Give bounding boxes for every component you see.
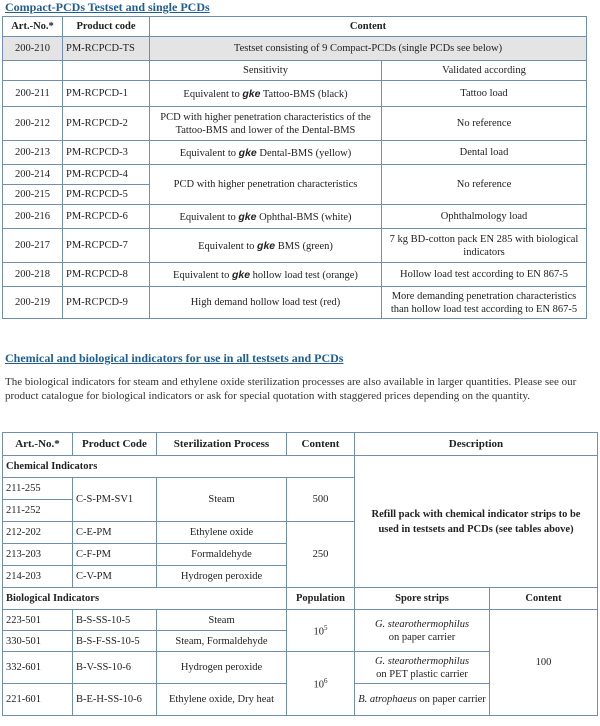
equivalent-text: Equivalent to — [179, 211, 236, 223]
section-row-chemical — [3, 456, 598, 478]
chemical-description: Refill pack with chemical indicator strips to be used in testsets and PCDs (see tables above) — [355, 456, 598, 588]
header-content: Content — [150, 17, 587, 37]
header-content: Content — [287, 433, 355, 456]
bio-content: 100 — [490, 610, 598, 716]
product-code: PM-RCPCD-TS — [63, 37, 150, 61]
product-code: PM-RCPCD-3 — [63, 141, 150, 165]
art-no: 200-215 — [3, 185, 63, 205]
reference-text: Ophthal-BMS (white) — [259, 211, 352, 223]
spore-species: G. stearothermophilus — [374, 618, 470, 630]
gke-brand: gke — [238, 210, 257, 223]
product-code: PM-RCPCD-6 — [63, 205, 150, 229]
validated: 7 kg BD-cotton pack EN 285 with biological indicators — [382, 229, 587, 263]
art-no: 200-216 — [3, 205, 63, 229]
gke-brand: gke — [242, 87, 261, 100]
equivalent-text: Equivalent to — [183, 88, 240, 100]
content-text: Testset consisting of 9 Compact-PCDs (single PCDs see below) — [150, 37, 587, 61]
equivalent-text: Equivalent to — [179, 147, 237, 159]
product-code: B-S-F-SS-10-5 — [73, 631, 157, 652]
process: Ethylene oxide — [157, 522, 287, 544]
art-no: 221-601 — [3, 684, 73, 716]
product-code: PM-RCPCD-1 — [63, 81, 150, 107]
spore-strip — [355, 652, 490, 684]
spore-carrier: on PET plastic carrier — [376, 668, 468, 680]
art-no: 200-213 — [3, 141, 63, 165]
header-bio-content: Content — [490, 588, 598, 610]
table-row — [3, 107, 587, 141]
section-heading-compact-pcds: Compact-PCDs Testset and single PCDs — [5, 0, 210, 14]
spore-carrier: on paper carrier — [419, 694, 486, 705]
population-base: 10 — [313, 626, 324, 638]
header-sterilization-process: Sterilization Process — [157, 433, 287, 456]
art-no: 200-211 — [3, 81, 63, 107]
compact-pcd-table — [2, 16, 587, 319]
sensitivity — [150, 205, 382, 229]
sensitivity: High demand hollow load test (red) — [150, 287, 382, 319]
process: Hydrogen peroxide — [157, 652, 287, 684]
product-code: C-E-PM — [73, 522, 157, 544]
product-code: PM-RCPCD-7 — [63, 229, 150, 263]
validated: Tattoo load — [382, 81, 587, 107]
product-code: PM-RCPCD-5 — [63, 185, 150, 205]
art-no: 213-203 — [3, 544, 73, 566]
art-no: 211-252 — [3, 500, 73, 522]
gke-brand: gke — [231, 268, 251, 281]
product-code: PM-RCPCD-8 — [63, 263, 150, 287]
header-art-no: Art.-No.* — [3, 433, 73, 456]
table-header-row — [3, 17, 587, 37]
product-code: B-S-SS-10-5 — [73, 610, 157, 631]
blank-cell — [3, 61, 63, 81]
art-no: 200-219 — [3, 287, 63, 319]
process: Steam — [157, 610, 287, 631]
population-exponent: 5 — [324, 623, 328, 632]
validated: No reference — [382, 165, 587, 205]
header-spore-strips: Spore strips — [355, 588, 490, 610]
product-code: B-V-SS-10-6 — [73, 652, 157, 684]
spore-species: G. stearothermophilus — [374, 655, 470, 667]
art-no: 200-218 — [3, 263, 63, 287]
art-no: 200-217 — [3, 229, 63, 263]
header-art-no: Art.-No.* — [3, 17, 63, 37]
sensitivity: PCD with higher penetration characteristics of the Tattoo-BMS and lower of the Dental-BMS — [150, 107, 382, 141]
subheader-row — [3, 61, 587, 81]
section-heading-indicators: Chemical and biological indicators for use in all testsets and PCDs — [5, 351, 344, 365]
population-base: 10 — [313, 679, 324, 691]
product-code: PM-RCPCD-9 — [63, 287, 150, 319]
table-row — [3, 165, 587, 185]
spore-strip — [355, 684, 490, 716]
info-paragraph: The biological indicators for steam and ethylene oxide sterilization processes are also available in larger quantities. Please see our product catalogue for biological indicators or ask for special quotation with staggered prices depending on the quantity. — [5, 376, 577, 402]
header-population: Population — [287, 588, 355, 610]
content: 250 — [287, 522, 355, 588]
art-no: 212-202 — [3, 522, 73, 544]
validated: Dental load — [382, 141, 587, 165]
process: Steam, Formaldehyde — [157, 631, 287, 652]
population — [287, 652, 355, 716]
chemical-indicators-label: Chemical Indicators — [3, 456, 287, 478]
subheader-validated: Validated according — [382, 61, 587, 81]
reference-text: BMS (green) — [277, 240, 333, 252]
table-row — [3, 287, 587, 319]
validated: No reference — [382, 107, 587, 141]
spore-species: B. atrophaeus — [358, 694, 417, 705]
product-code: C-S-PM-SV1 — [73, 478, 157, 522]
testset-row — [3, 37, 587, 61]
art-no: 330-501 — [3, 631, 73, 652]
blank-cell — [287, 456, 355, 478]
process: Formaldehyde — [157, 544, 287, 566]
sensitivity — [150, 229, 382, 263]
process: Hydrogen peroxide — [157, 566, 287, 588]
population-exponent: 6 — [324, 676, 328, 685]
sensitivity — [150, 141, 382, 165]
subheader-sensitivity: Sensitivity — [150, 61, 382, 81]
biological-indicators-label: Biological Indicators — [3, 588, 287, 610]
table-row — [3, 610, 598, 631]
validated: More demanding penetration characteristics than hollow load test according to EN 867-5 — [382, 287, 587, 319]
equivalent-text: Equivalent to — [173, 269, 230, 281]
table-row — [3, 81, 587, 107]
art-no: 200-210 — [3, 37, 63, 61]
reference-text: Tattoo-BMS (black) — [262, 88, 348, 100]
table-row — [3, 205, 587, 229]
gke-brand: gke — [238, 146, 257, 159]
validated: Ophthalmology load — [382, 205, 587, 229]
product-code: C-V-PM — [73, 566, 157, 588]
spore-strip — [355, 610, 490, 652]
product-code: B-E-H-SS-10-6 — [73, 684, 157, 716]
product-code: PM-RCPCD-2 — [63, 107, 150, 141]
header-description: Description — [355, 433, 598, 456]
section-row-biological — [3, 588, 598, 610]
equivalent-text: Equivalent to — [198, 240, 255, 252]
header-product-code: Product code — [63, 17, 150, 37]
art-no: 223-501 — [3, 610, 73, 631]
reference-text: Dental-BMS (yellow) — [259, 147, 352, 159]
art-no: 211-255 — [3, 478, 73, 500]
table-row — [3, 263, 587, 287]
art-no: 200-212 — [3, 107, 63, 141]
art-no: 332-601 — [3, 652, 73, 684]
indicators-table — [2, 432, 598, 716]
population — [287, 610, 355, 652]
product-code: C-F-PM — [73, 544, 157, 566]
sensitivity — [150, 263, 382, 287]
reference-text: hollow load test (orange) — [252, 269, 358, 281]
header-product-code: Product Code — [73, 433, 157, 456]
table-row — [3, 141, 587, 165]
product-code: PM-RCPCD-4 — [63, 165, 150, 185]
content: 500 — [287, 478, 355, 522]
table-header-row — [3, 433, 598, 456]
validated: Hollow load test according to EN 867-5 — [382, 263, 587, 287]
sensitivity — [150, 81, 382, 107]
spore-carrier: on paper carrier — [388, 631, 456, 643]
sensitivity: PCD with higher penetration characteristics — [150, 165, 382, 205]
gke-brand: gke — [257, 239, 276, 252]
blank-cell — [63, 61, 150, 81]
process: Steam — [157, 478, 287, 522]
process: Ethylene oxide, Dry heat — [157, 684, 287, 716]
table-row — [3, 229, 587, 263]
art-no: 200-214 — [3, 165, 63, 185]
art-no: 214-203 — [3, 566, 73, 588]
